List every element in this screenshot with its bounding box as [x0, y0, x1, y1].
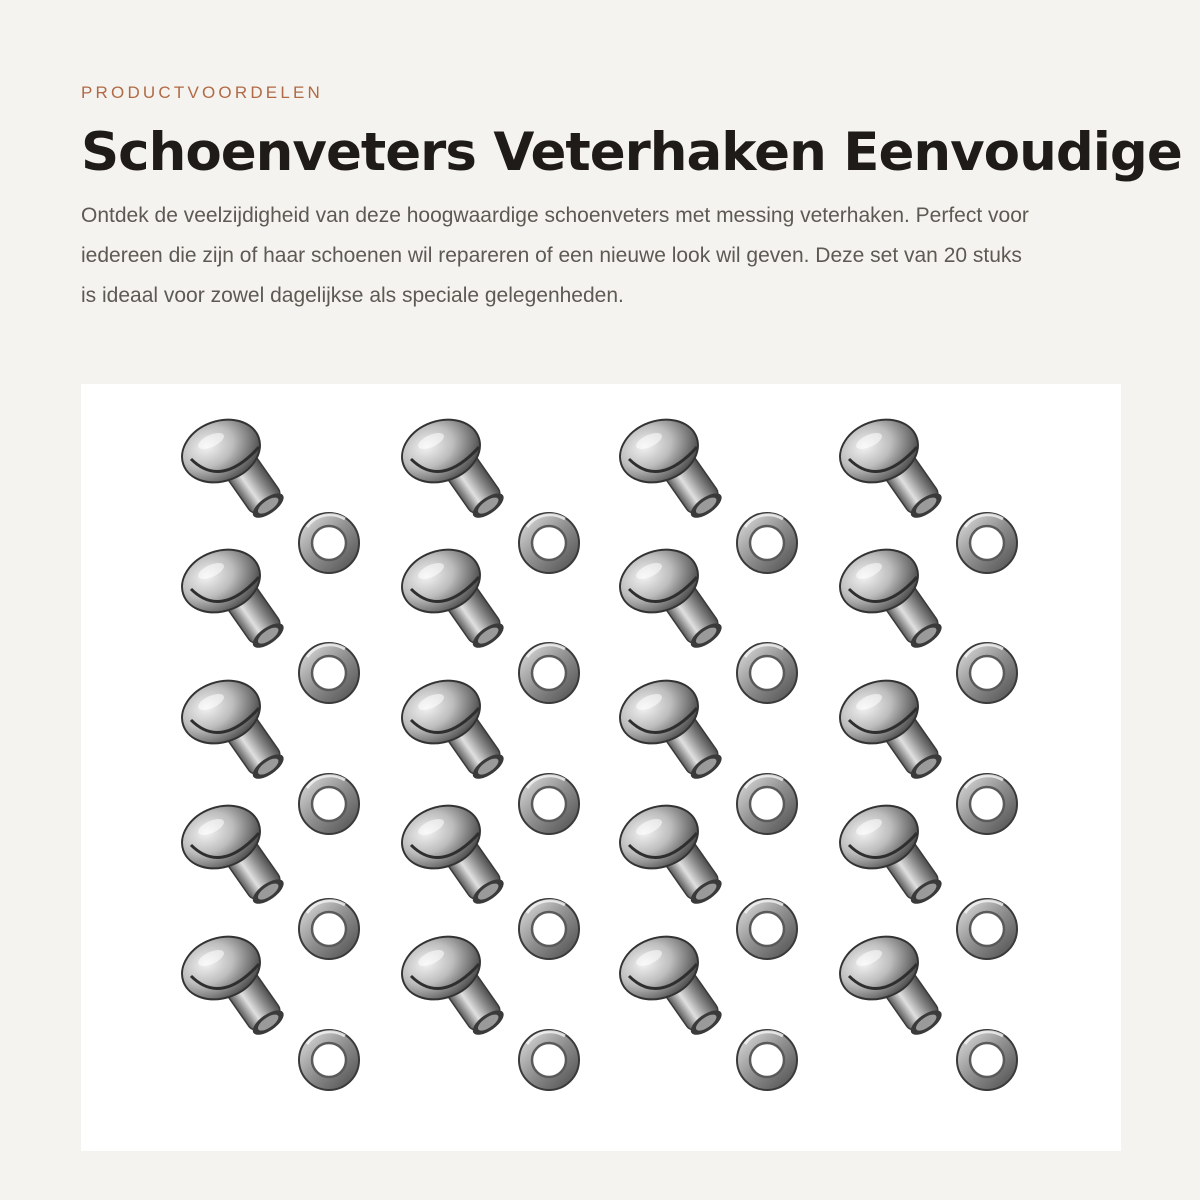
- washer-ring: [957, 899, 1017, 959]
- product-image: [81, 384, 1121, 1151]
- lace-hook-set: [173, 409, 359, 573]
- washer-ring: [957, 1030, 1017, 1090]
- washer-ring: [957, 774, 1017, 834]
- section-title: Schoenveters Veterhaken Eenvoudige: [81, 122, 1182, 183]
- washer-ring: [299, 1030, 359, 1090]
- washer-ring: [299, 899, 359, 959]
- lace-hooks-illustration: [81, 384, 1121, 1151]
- washer-ring: [737, 643, 797, 703]
- washer-ring: [737, 1030, 797, 1090]
- washer-ring: [519, 899, 579, 959]
- lace-hook-set: [393, 409, 579, 573]
- washer-ring: [519, 513, 579, 573]
- washer-ring: [519, 643, 579, 703]
- washer-ring: [519, 1030, 579, 1090]
- washer-ring: [299, 774, 359, 834]
- washer-ring: [737, 513, 797, 573]
- lace-hook-set: [831, 409, 1017, 573]
- washer-ring: [737, 774, 797, 834]
- washer-ring: [299, 643, 359, 703]
- washer-ring: [957, 643, 1017, 703]
- lace-hook-set: [611, 409, 797, 573]
- washer-ring: [299, 513, 359, 573]
- washer-ring: [737, 899, 797, 959]
- washer-ring: [519, 774, 579, 834]
- washer-ring: [957, 513, 1017, 573]
- section-eyebrow: PRODUCTVOORDELEN: [81, 83, 324, 102]
- section-description: Ontdek de veelzijdigheid van deze hoogwaardige schoenveters met messing veterhaken. Perfect voor iedereen die zijn of haar schoenen wil repareren of een nieuwe look wil geven. Deze set van 20 stuks is ideaal voor zowel dagelijkse als speciale gelegenheden.: [81, 204, 1029, 307]
- product-benefits-section: [81, 0, 1182, 1200]
